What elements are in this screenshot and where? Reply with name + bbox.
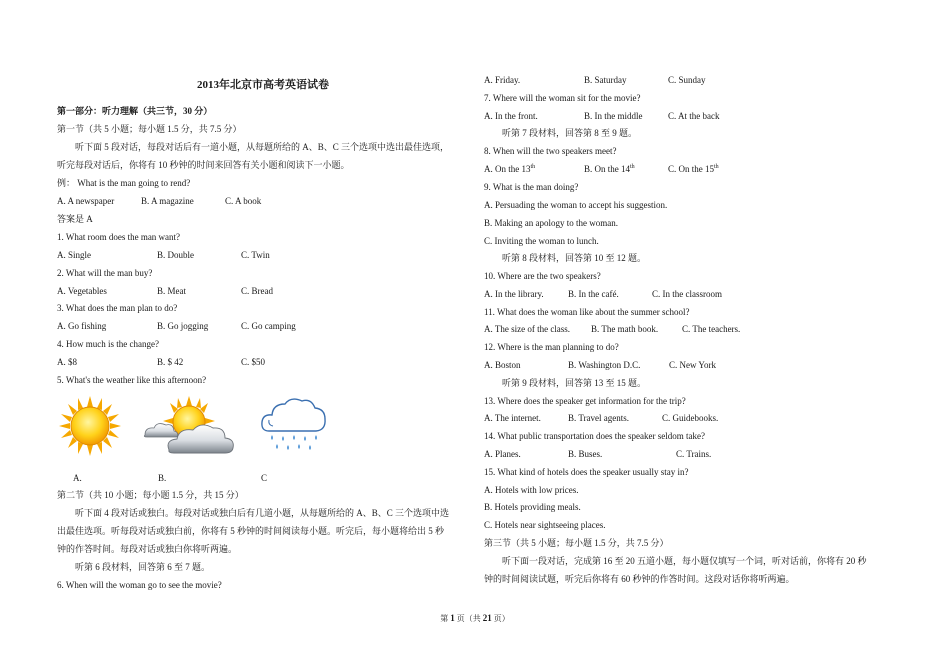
option: A. Hotels with low prices. <box>484 485 579 495</box>
material-note: 听第 9 段材料，回答第 13 至 15 题。 <box>502 378 647 388</box>
question: 6. When will the woman go to see the movie? <box>57 580 222 590</box>
option: A. $8 <box>57 357 77 367</box>
option: A. Planes. <box>484 449 521 459</box>
option: A. In the library. <box>484 289 544 299</box>
option: B. On the 14th <box>584 164 635 174</box>
options-row <box>57 249 270 261</box>
question: 1. What room does the man want? <box>57 232 181 242</box>
option: A. Go fishing <box>57 321 107 331</box>
page-total: 21 <box>482 613 492 623</box>
option: A. The size of the class. <box>484 324 571 334</box>
question: 9. What is the man doing? <box>484 182 579 192</box>
question: 2. What will the man buy? <box>57 268 153 278</box>
section3-instructions-cont: 钟的时间阅读试题，听完后你将有 60 秒钟的作答时间。这段对话你将听两遍。 <box>484 574 795 584</box>
rain-cloud-icon <box>259 395 329 457</box>
options-row <box>484 288 722 300</box>
picture-label-a: A. <box>73 473 82 483</box>
option: B. Making an apology to the woman. <box>484 218 618 228</box>
sun-behind-cloud-icon <box>141 395 237 457</box>
option: C. Guidebooks. <box>662 413 719 423</box>
option: C. New York <box>669 360 717 370</box>
section2-instructions-cont: 钟的作答时间。每段对话或独白你将听两遍。 <box>57 544 238 554</box>
option: A. Boston <box>484 360 521 370</box>
option: A. On the 13th <box>484 164 536 174</box>
option: A. A newspaper <box>57 196 115 206</box>
question: 3. What does the man plan to do? <box>57 303 178 313</box>
options-row <box>484 323 740 335</box>
option: A. In the front. <box>484 111 538 121</box>
option: B. Meat <box>157 286 186 296</box>
section2-instructions-cont: 出最佳选项。听每段对话或独白前，你将有 5 秒钟的时间阅读每小题。听完后，每小题将给出 5 秒 <box>57 526 445 536</box>
footer-post: 页） <box>493 614 510 623</box>
material-note: 听第 8 段材料，回答第 10 至 12 题。 <box>502 253 647 263</box>
picture-label-c: C <box>261 473 268 483</box>
option: C. On the 15th <box>668 164 719 174</box>
question: 12. Where is the man planning to do? <box>484 342 619 352</box>
page-title: 2013年北京市高考英语试卷 <box>197 79 329 91</box>
options-row <box>57 320 296 332</box>
question: 7. Where will the woman sit for the movie? <box>484 93 641 103</box>
option: B. Travel agents. <box>568 413 630 423</box>
material-note: 听第 6 段材料，回答第 6 至 7 题。 <box>75 562 211 572</box>
question: 8. When will the two speakers meet? <box>484 146 617 156</box>
part1-heading: 第一部分：听力理解（共三节，30 分） <box>57 106 213 116</box>
options-row <box>484 110 720 122</box>
options-row <box>484 448 711 460</box>
example-question: 例： What is the man going to rend? <box>57 178 191 188</box>
option: C. In the classroom <box>652 289 722 299</box>
page-footer <box>0 613 950 624</box>
footer-pre: 第 <box>440 614 449 623</box>
section3-heading: 第三节（共 5 小题；每小题 1.5 分，共 7.5 分） <box>484 538 669 548</box>
option: B. Saturday <box>584 75 627 85</box>
option: A. The internet. <box>484 413 541 423</box>
question: 4. How much is the change? <box>57 339 159 349</box>
question: 5. What's the weather like this afternoon? <box>57 375 207 385</box>
sun-icon <box>57 395 123 457</box>
option: B. $ 42 <box>157 357 184 367</box>
option: A. Persuading the woman to accept his suggestion. <box>484 200 668 210</box>
section2-heading: 第二节（共 10 小题；每小题 1.5 分，共 15 分） <box>57 490 244 500</box>
option: C. Go camping <box>241 321 296 331</box>
option: C. Trains. <box>676 449 712 459</box>
options-row <box>57 285 273 297</box>
footer-mid: 页（共 <box>456 614 481 623</box>
option: A. Single <box>57 250 92 260</box>
option: B. Double <box>157 250 194 260</box>
example-answer: 答案是 A <box>57 214 93 224</box>
option: B. A magazine <box>141 196 194 206</box>
option: C. Sunday <box>668 75 706 85</box>
question: 14. What public transportation does the speaker seldom take? <box>484 431 706 441</box>
option: A. Friday. <box>484 75 521 85</box>
option: B. Buses. <box>568 449 603 459</box>
option: B. The math book. <box>591 324 659 334</box>
option: C. A book <box>225 196 262 206</box>
option: C. Hotels near sightseeing places. <box>484 520 606 530</box>
option: B. In the café. <box>568 289 619 299</box>
picture-label-b: B. <box>158 473 167 483</box>
options-row <box>484 359 716 371</box>
section1-heading: 第一节（共 5 小题；每小题 1.5 分，共 7.5 分） <box>57 124 242 134</box>
section1-instructions-cont: 听完每段对话后，你将有 10 秒钟的时间来回答有关小题和阅读下一小题。 <box>57 160 350 170</box>
option: B. In the middle <box>584 111 643 121</box>
option: A. Vegetables <box>57 286 107 296</box>
section2-instructions: 听下面 4 段对话或独白。每段对话或独白后有几道小题，从每题所给的 A、B、C 三个选项中选 <box>75 508 450 518</box>
page-number: 1 <box>450 613 455 623</box>
option: B. Go jogging <box>157 321 209 331</box>
question: 13. Where does the speaker get information for the trip? <box>484 396 686 406</box>
option: C. Inviting the woman to lunch. <box>484 236 599 246</box>
option: C. At the back <box>668 111 720 121</box>
options-row <box>484 74 706 86</box>
option: C. Twin <box>241 250 270 260</box>
material-note: 听第 7 段材料，回答第 8 至 9 题。 <box>502 128 638 138</box>
option: B. Hotels providing meals. <box>484 502 581 512</box>
section1-instructions: 听下面 5 段对话，每段对话后有一道小题，从每题所给的 A、B、C 三个选项中选出最佳选项， <box>75 142 450 152</box>
option: C. $50 <box>241 357 266 367</box>
option: C. The teachers. <box>682 324 741 334</box>
example-options <box>57 195 261 207</box>
question: 11. What does the woman like about the summer school? <box>484 307 690 317</box>
option: B. Washington D.C. <box>568 360 641 370</box>
question: 15. What kind of hotels does the speaker usually stay in? <box>484 467 689 477</box>
options-row <box>57 356 265 368</box>
section3-instructions: 听下面一段对话，完成第 16 至 20 五道小题，每小题仅填写一个词，听对话前，你将有 20 秒 <box>502 556 867 566</box>
options-row <box>484 412 718 424</box>
option: C. Bread <box>241 286 273 296</box>
question: 10. Where are the two speakers? <box>484 271 601 281</box>
options-row <box>484 163 719 175</box>
